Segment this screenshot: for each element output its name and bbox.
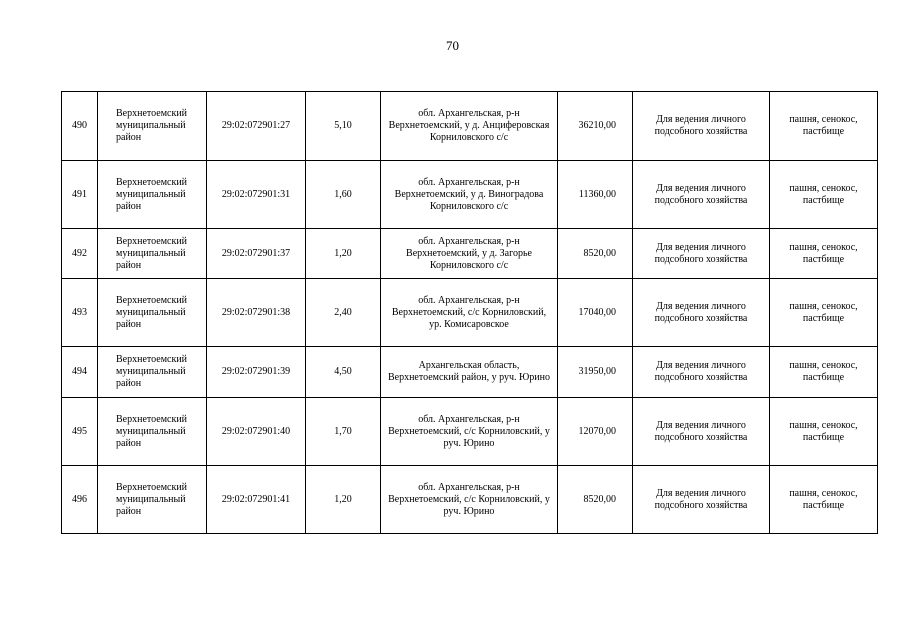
cadastral-number-cell: 29:02:072901:38 (207, 279, 306, 347)
purpose-cell: Для ведения личного подсобного хозяйства (633, 92, 770, 161)
land-type-cell: пашня, сенокос, пастбище (770, 229, 878, 279)
row-number-cell: 495 (62, 398, 98, 466)
table-row (62, 347, 878, 398)
value-cell: 8520,00 (558, 229, 633, 279)
area-cell: 1,60 (306, 161, 381, 229)
row-number-cell: 494 (62, 347, 98, 398)
table-row (62, 398, 878, 466)
cadastral-number-cell: 29:02:072901:27 (207, 92, 306, 161)
area-cell: 1,20 (306, 466, 381, 534)
district-cell: Верхнетоемский муниципальный район (98, 347, 207, 398)
purpose-cell: Для ведения личного подсобного хозяйства (633, 279, 770, 347)
cadastral-number-cell: 29:02:072901:41 (207, 466, 306, 534)
purpose-cell: Для ведения личного подсобного хозяйства (633, 229, 770, 279)
cadastral-number-cell: 29:02:072901:31 (207, 161, 306, 229)
district-cell: Верхнетоемский муниципальный район (98, 161, 207, 229)
land-type-cell: пашня, сенокос, пастбище (770, 347, 878, 398)
land-plots-table (61, 91, 878, 534)
value-cell: 12070,00 (558, 398, 633, 466)
row-number-cell: 491 (62, 161, 98, 229)
page-number: 70 (446, 38, 459, 53)
value-cell: 8520,00 (558, 466, 633, 534)
purpose-cell: Для ведения личного подсобного хозяйства (633, 161, 770, 229)
table-row (62, 92, 878, 161)
address-cell: обл. Архангельская, р-н Верхнетоемский, с/с Корниловский, ур. Комисаровское (381, 279, 558, 347)
address-cell: обл. Архангельская, р-н Верхнетоемский, с/с Корниловский, у руч. Юрино (381, 398, 558, 466)
district-cell: Верхнетоемский муниципальный район (98, 466, 207, 534)
cadastral-number-cell: 29:02:072901:37 (207, 229, 306, 279)
purpose-cell: Для ведения личного подсобного хозяйства (633, 466, 770, 534)
land-type-cell: пашня, сенокос, пастбище (770, 161, 878, 229)
table-row (62, 161, 878, 229)
land-type-cell: пашня, сенокос, пастбище (770, 398, 878, 466)
row-number-cell: 496 (62, 466, 98, 534)
row-number-cell: 493 (62, 279, 98, 347)
cadastral-number-cell: 29:02:072901:40 (207, 398, 306, 466)
district-cell: Верхнетоемский муниципальный район (98, 92, 207, 161)
cadastral-number-cell: 29:02:072901:39 (207, 347, 306, 398)
address-cell: обл. Архангельская, р-н Верхнетоемский, у д. Загорье Корниловского с/с (381, 229, 558, 279)
value-cell: 11360,00 (558, 161, 633, 229)
purpose-cell: Для ведения личного подсобного хозяйства (633, 347, 770, 398)
address-cell: обл. Архангельская, р-н Верхнетоемский, у д. Виноградова Корниловского с/с (381, 161, 558, 229)
row-number-cell: 492 (62, 229, 98, 279)
table-row (62, 466, 878, 534)
purpose-cell: Для ведения личного подсобного хозяйства (633, 398, 770, 466)
row-number-cell: 490 (62, 92, 98, 161)
table-row (62, 279, 878, 347)
district-cell: Верхнетоемский муниципальный район (98, 279, 207, 347)
address-cell: обл. Архангельская, р-н Верхнетоемский, у д. Анциферовская Корниловского с/с (381, 92, 558, 161)
district-cell: Верхнетоемский муниципальный район (98, 398, 207, 466)
district-cell: Верхнетоемский муниципальный район (98, 229, 207, 279)
address-cell: обл. Архангельская, р-н Верхнетоемский, с/с Корниловский, у руч. Юрино (381, 466, 558, 534)
table-row (62, 229, 878, 279)
area-cell: 4,50 (306, 347, 381, 398)
area-cell: 2,40 (306, 279, 381, 347)
area-cell: 5,10 (306, 92, 381, 161)
area-cell: 1,70 (306, 398, 381, 466)
land-type-cell: пашня, сенокос, пастбище (770, 92, 878, 161)
land-type-cell: пашня, сенокос, пастбище (770, 279, 878, 347)
address-cell: Архангельская область, Верхнетоемский район, у руч. Юрино (381, 347, 558, 398)
value-cell: 36210,00 (558, 92, 633, 161)
land-type-cell: пашня, сенокос, пастбище (770, 466, 878, 534)
value-cell: 17040,00 (558, 279, 633, 347)
area-cell: 1,20 (306, 229, 381, 279)
value-cell: 31950,00 (558, 347, 633, 398)
